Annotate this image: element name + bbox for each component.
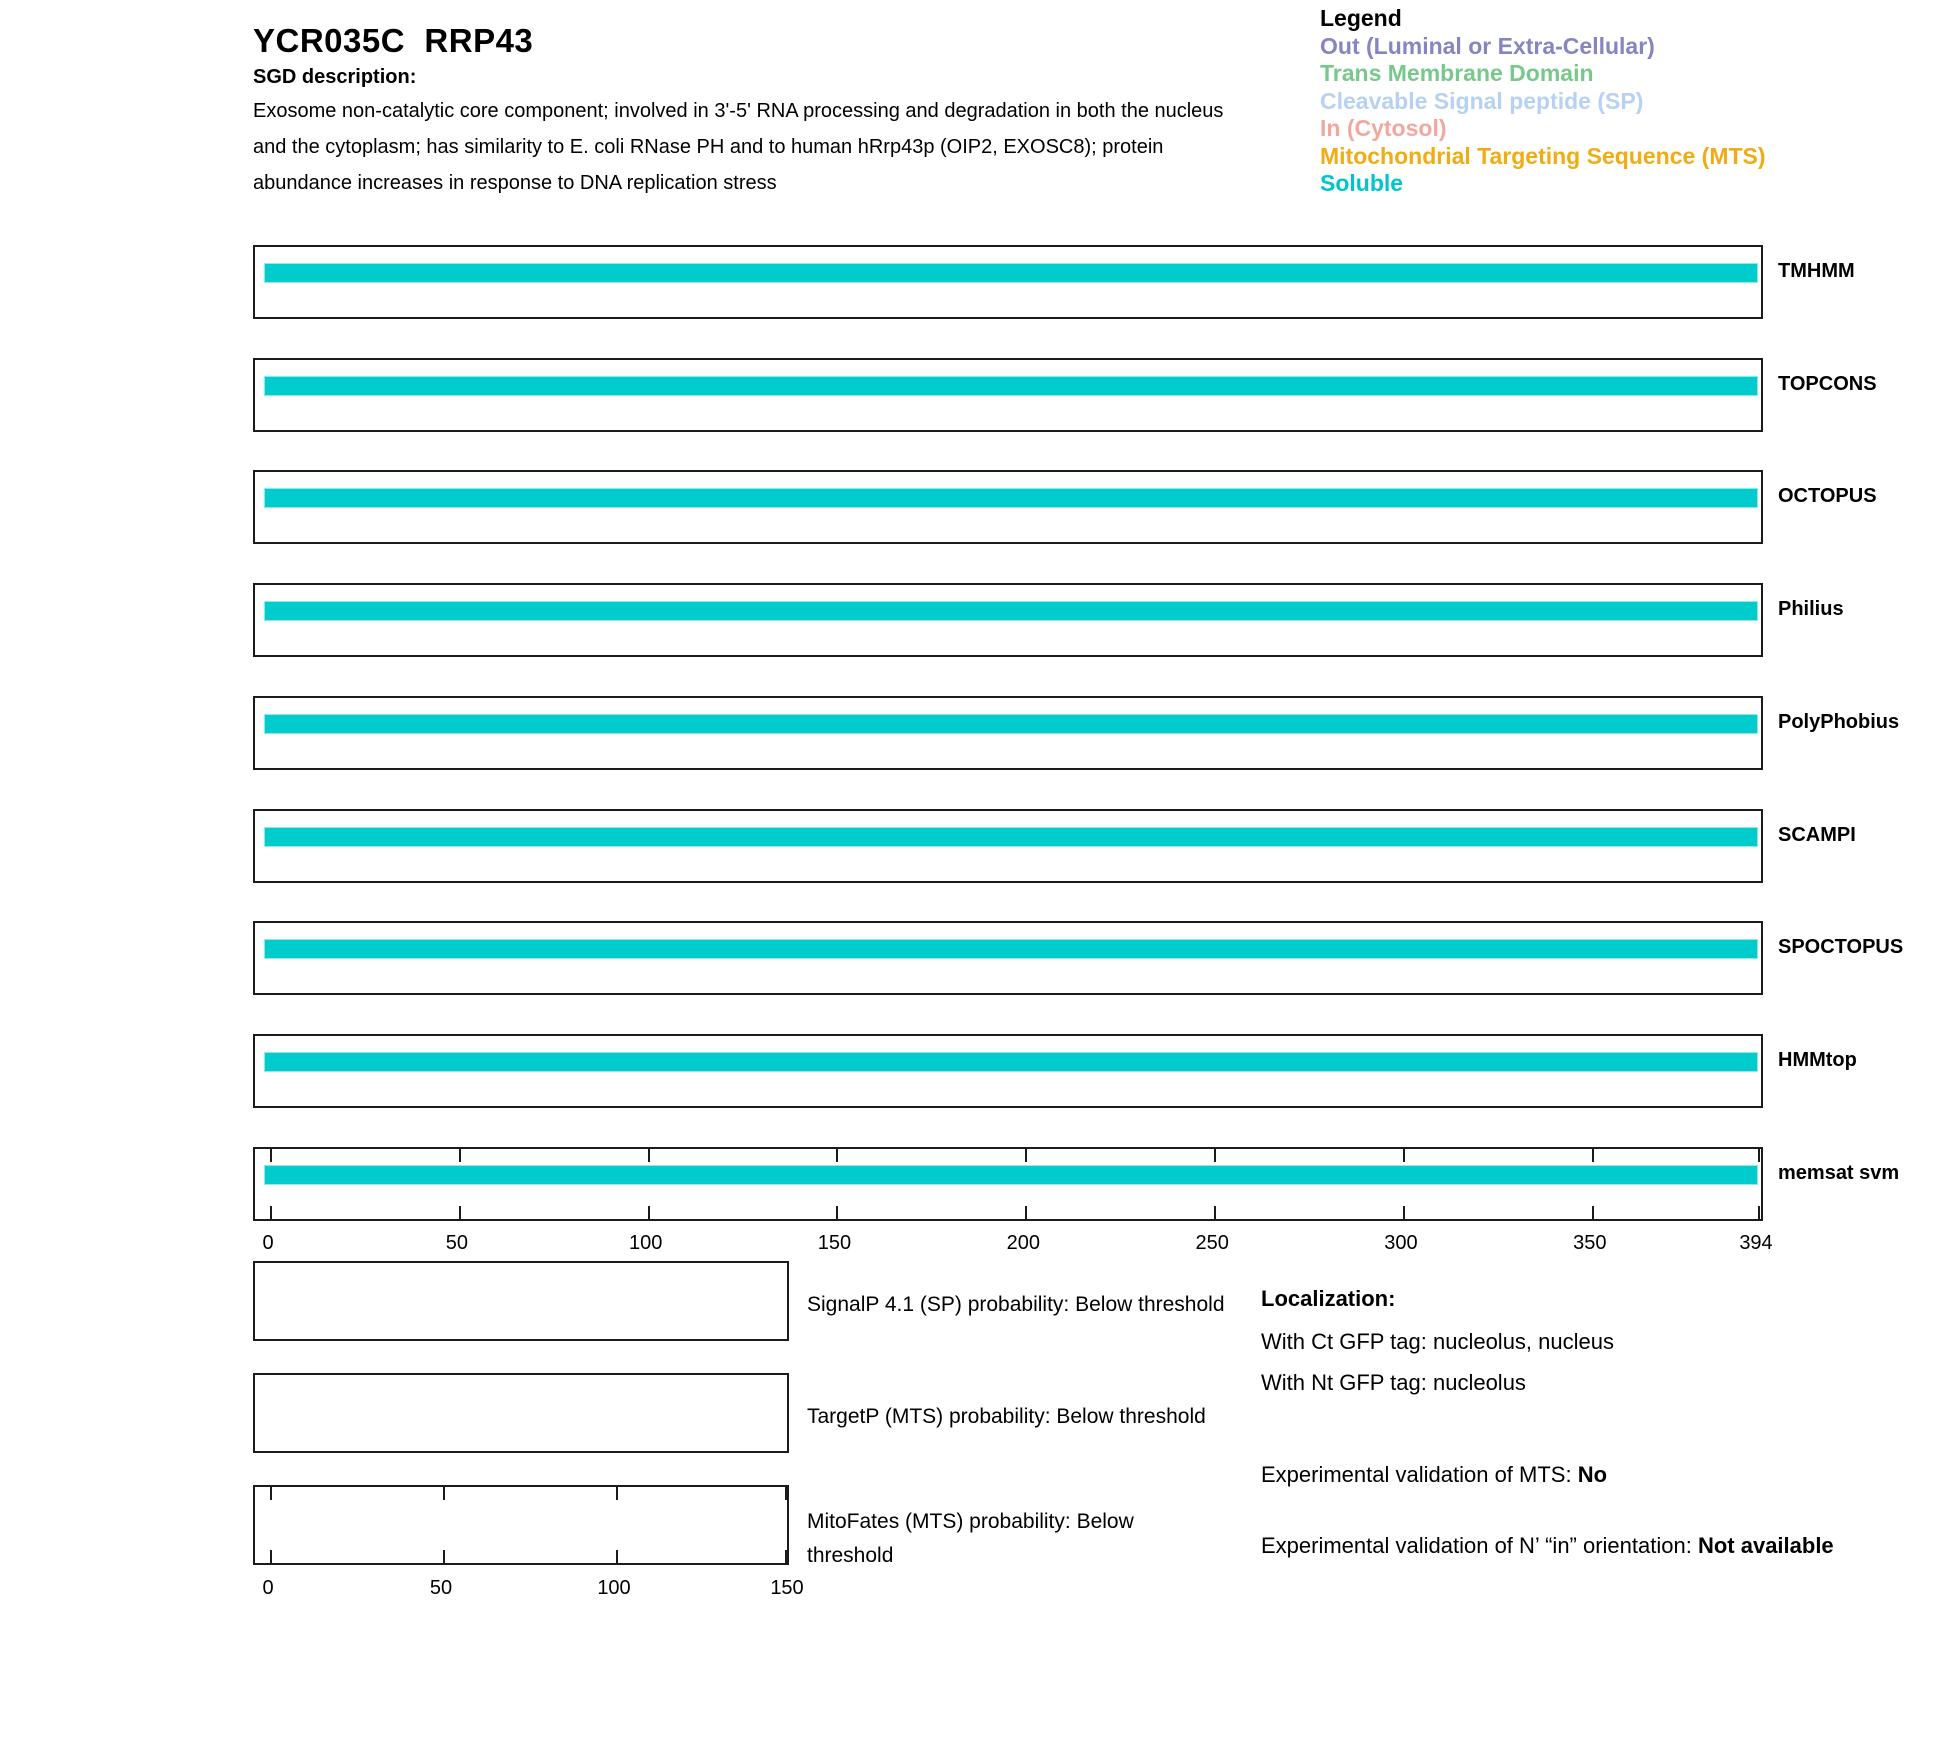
track-bar-soluble bbox=[264, 263, 1758, 283]
axis-tick bbox=[1403, 1206, 1405, 1219]
axis-tick bbox=[1214, 1149, 1216, 1162]
track-bar-soluble bbox=[264, 827, 1758, 847]
axis-tick bbox=[270, 1550, 272, 1563]
track-label-memsat-svm: memsat svm bbox=[1778, 1162, 1900, 1184]
axis-tick bbox=[459, 1149, 461, 1162]
legend-item-soluble: Soluble bbox=[1320, 170, 1404, 196]
x-axis-label-300: 300 bbox=[1384, 1232, 1418, 1254]
axis-tick bbox=[616, 1550, 618, 1563]
mts-validation-value: No bbox=[1577, 1462, 1608, 1487]
axis-tick bbox=[1758, 1149, 1760, 1162]
track-box-hmmtop bbox=[253, 1034, 1763, 1108]
axis-tick bbox=[270, 1487, 272, 1500]
localization-nt-gfp: With Nt GFP tag: nucleolus bbox=[1261, 1370, 1526, 1395]
track-label-philius: Philius bbox=[1778, 598, 1844, 620]
track-box-memsat-svm bbox=[253, 1147, 1763, 1221]
track-bar-soluble bbox=[264, 1165, 1758, 1185]
localization-ct-gfp: With Ct GFP tag: nucleolus, nucleus bbox=[1261, 1329, 1614, 1354]
x-axis-label-250: 250 bbox=[1195, 1232, 1229, 1254]
track-label-tmhmm: TMHMM bbox=[1778, 260, 1855, 282]
mts-validation-label: Experimental validation of MTS: bbox=[1261, 1462, 1578, 1487]
track-bar-soluble bbox=[264, 1052, 1758, 1072]
track-label-hmmtop: HMMtop bbox=[1778, 1049, 1857, 1071]
x-axis-label-100: 100 bbox=[628, 1232, 663, 1254]
track-box-octopus bbox=[253, 470, 1763, 544]
subplot-box-mitofates bbox=[253, 1485, 789, 1565]
subplot-box-signalp bbox=[253, 1261, 789, 1341]
x-axis-label-50: 50 bbox=[445, 1232, 468, 1254]
track-bar-soluble bbox=[264, 939, 1758, 959]
sgd-description-line-3: abundance increases in response to DNA replication stress bbox=[253, 172, 777, 194]
axis-tick bbox=[443, 1487, 445, 1500]
x-axis-label-350: 350 bbox=[1573, 1232, 1607, 1254]
sgd-description-line-2: and the cytoplasm; has similarity to E. coli RNase PH and to human hRrp43p (OIP2, EXOSC8); protein bbox=[253, 136, 1164, 158]
axis-tick bbox=[459, 1206, 461, 1219]
track-bar-soluble bbox=[264, 488, 1758, 508]
targetp-caption: TargetP (MTS) probability: Below threshold bbox=[807, 1405, 1206, 1428]
legend-item-cleavable-signal-peptide-sp-: Cleavable Signal peptide (SP) bbox=[1320, 87, 1644, 114]
sgd-description-label: SGD description: bbox=[253, 66, 417, 88]
axis-tick bbox=[270, 1206, 272, 1219]
track-label-scampi: SCAMPI bbox=[1778, 824, 1856, 846]
x-axis-label-394: 394 bbox=[1739, 1232, 1773, 1254]
localization-heading: Localization: bbox=[1261, 1286, 1396, 1311]
axis-tick bbox=[1592, 1149, 1594, 1162]
legend-item-mitochondrial-targeting-sequence-mts-: Mitochondrial Targeting Sequence (MTS) bbox=[1320, 142, 1766, 169]
axis-tick bbox=[1758, 1206, 1760, 1219]
axis-tick bbox=[648, 1149, 650, 1162]
sgd-description bbox=[253, 93, 1223, 201]
subplot-x-axis-label-50: 50 bbox=[429, 1577, 453, 1599]
orientation-validation-value: Not available bbox=[1697, 1533, 1834, 1558]
subplot-box-targetp bbox=[253, 1373, 789, 1453]
axis-tick bbox=[648, 1206, 650, 1219]
legend-item-out-luminal-or-extra-cellular-: Out (Luminal or Extra-Cellular) bbox=[1320, 32, 1655, 59]
track-label-spoctopus: SPOCTOPUS bbox=[1778, 936, 1904, 958]
track-label-polyphobius: PolyPhobius bbox=[1778, 711, 1900, 733]
track-bar-soluble bbox=[264, 601, 1758, 621]
subplot-x-axis-label-0: 0 bbox=[262, 1577, 274, 1599]
subplot-x-axis-label-150: 150 bbox=[770, 1577, 804, 1599]
localization-mts-validation bbox=[1261, 1462, 1607, 1488]
track-box-tmhmm bbox=[253, 245, 1763, 319]
track-box-spoctopus bbox=[253, 921, 1763, 995]
x-axis-label-200: 200 bbox=[1006, 1232, 1041, 1254]
track-box-scampi bbox=[253, 809, 1763, 883]
page-title: YCR035C RRP43 bbox=[253, 22, 534, 59]
axis-tick bbox=[1403, 1149, 1405, 1162]
x-axis-label-150: 150 bbox=[817, 1232, 852, 1254]
signalp-caption: SignalP 4.1 (SP) probability: Below threshold bbox=[807, 1293, 1225, 1316]
axis-tick bbox=[836, 1206, 838, 1219]
subplot-x-axis-label-100: 100 bbox=[597, 1577, 631, 1599]
axis-tick bbox=[616, 1487, 618, 1500]
legend-item-trans-membrane-domain: Trans Membrane Domain bbox=[1320, 60, 1594, 86]
legend-item-in-cytosol-: In (Cytosol) bbox=[1320, 115, 1447, 141]
axis-tick bbox=[785, 1487, 787, 1500]
axis-tick bbox=[1025, 1206, 1027, 1219]
localization-orientation-validation bbox=[1261, 1528, 1836, 1563]
track-label-octopus: OCTOPUS bbox=[1778, 485, 1877, 507]
track-box-polyphobius bbox=[253, 696, 1763, 770]
axis-tick bbox=[1214, 1206, 1216, 1219]
legend-items bbox=[1320, 33, 1766, 198]
axis-tick bbox=[836, 1149, 838, 1162]
sgd-description-line-1: Exosome non-catalytic core component; involved in 3'-5' RNA processing and degradation in both the nucleus bbox=[253, 100, 1224, 122]
axis-tick bbox=[1592, 1206, 1594, 1219]
legend-title: Legend bbox=[1320, 5, 1402, 31]
legend bbox=[1320, 5, 1766, 198]
axis-tick bbox=[270, 1149, 272, 1162]
mitofates-caption: MitoFates (MTS) probability: Below threshold bbox=[807, 1510, 1134, 1567]
axis-tick bbox=[785, 1550, 787, 1563]
track-label-topcons: TOPCONS bbox=[1778, 373, 1877, 395]
track-bar-soluble bbox=[264, 376, 1758, 396]
track-box-topcons bbox=[253, 358, 1763, 432]
axis-tick bbox=[443, 1550, 445, 1563]
track-box-philius bbox=[253, 583, 1763, 657]
axis-tick bbox=[1025, 1149, 1027, 1162]
x-axis-label-0: 0 bbox=[262, 1232, 274, 1254]
orientation-validation-label: Experimental validation of N’ “in” orientation: bbox=[1261, 1533, 1698, 1558]
track-bar-soluble bbox=[264, 714, 1758, 734]
